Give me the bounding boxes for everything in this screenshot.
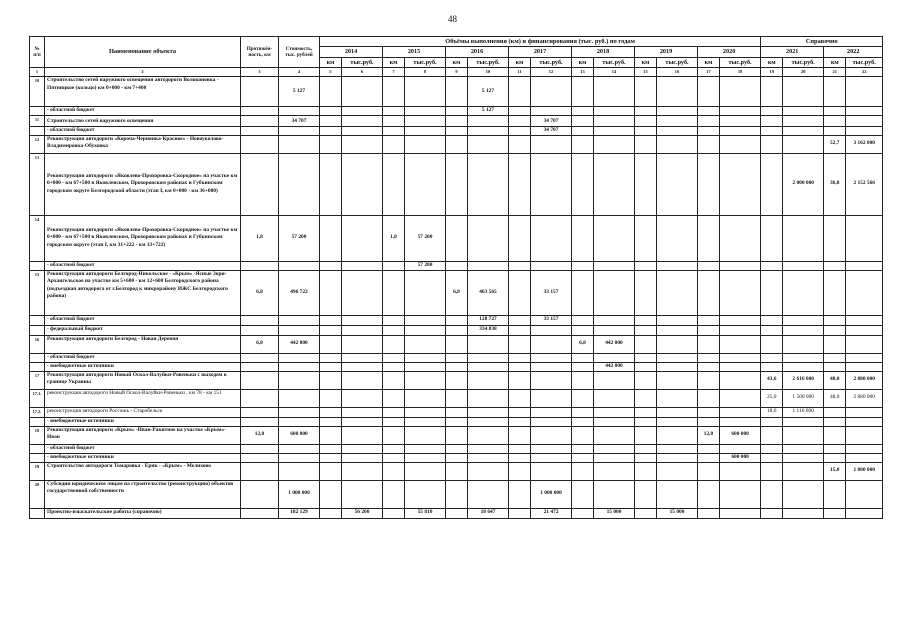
table-row (30, 315, 883, 325)
object-name: - федеральный бюджет (45, 325, 241, 335)
value-2021-rub: 2 616 000 (783, 371, 824, 389)
value-2022-rub: 2 152 566 (846, 153, 883, 215)
value-2020-rub: 600 000 (720, 426, 761, 444)
value-2020-rub: 600 000 (720, 453, 761, 462)
value-2016-rub: 5 127 (468, 107, 509, 116)
header-year-2022: 2022 (824, 47, 883, 58)
object-name: Реконструкция автодороги Белгород - Новая Деревня (45, 335, 241, 353)
table-row (30, 107, 883, 116)
header-year-2016: 2016 (446, 47, 509, 58)
object-length: 6,8 (241, 270, 279, 315)
col-number: 7 (383, 68, 405, 77)
table-row (30, 115, 883, 126)
value-2017-rub: 34 707 (531, 126, 572, 135)
table-row (30, 362, 883, 371)
value-2015-rub: 57 200 (405, 261, 446, 270)
value-2018-rub: 442 000 (594, 335, 635, 353)
header-km-2019: км (635, 58, 657, 68)
col-number: 11 (509, 68, 531, 77)
row-number: 17.2. (30, 407, 45, 417)
header-num: № п/п (30, 37, 45, 68)
table-row (30, 77, 883, 107)
value-2021-km: 18,6 (761, 407, 783, 417)
object-length: 12,0 (241, 426, 279, 444)
header-km-2022: км (824, 58, 846, 68)
table-row (30, 270, 883, 315)
value-2016-km: 6,8 (446, 270, 468, 315)
table-row (30, 508, 883, 518)
value-2022-km: 15,0 (824, 462, 846, 480)
value-2015-km: 1,8 (383, 215, 405, 261)
objects-table (29, 36, 883, 519)
value-2022-rub: 2 880 000 (846, 371, 883, 389)
header-year-2020: 2020 (698, 47, 761, 58)
table-row (30, 371, 883, 389)
col-number: 9 (446, 68, 468, 77)
object-name: Реконструкция автодороги Новый Оскол-Валуйки-Ровеньки с выходом к границе Украины (45, 371, 241, 389)
value-2016-rub: 463 565 (468, 270, 509, 315)
col-number: 4 (279, 68, 320, 77)
object-name: Реконструкция автодороги «Яковлево-Прохоровка-Скородное» на участке км 0+000 - км 67+500 в Яковлевском, Прохоровском районах и Губкинском городском округе Белгородской области (этап I, км 0+000 - км 36+800) (45, 153, 241, 215)
table-row (30, 426, 883, 444)
value-2021-rub: 2 000 000 (783, 153, 824, 215)
object-name: Строительство автодороги Томаровка - Ерик - «Крым» - Мелихово (45, 462, 241, 480)
header-year-2021: 2021 (761, 47, 824, 58)
col-number: 19 (761, 68, 783, 77)
object-name: Реконструкция автодороги Белгород-Никольское - «Крым» -Ясные Зори-Архангельское на участке км 5+600 - км 12+600 Белгородского района (подъездная автодорога от г.Белгород к микрорайону ИЖС Белгородского района) (45, 270, 241, 315)
col-number: 1 (30, 68, 45, 77)
object-name: - областной бюджет (45, 444, 241, 453)
row-number: 17.1. (30, 389, 45, 407)
row-number: 16 (30, 335, 45, 353)
page-number: 48 (448, 14, 457, 24)
object-name: - внебюджетные источники (45, 362, 241, 371)
header-rub-2022: тыс.руб. (846, 58, 883, 68)
col-number: 14 (594, 68, 635, 77)
table-row (30, 335, 883, 353)
value-2017-rub: 1 000 000 (531, 480, 572, 508)
value-2016-rub: 334 838 (468, 325, 509, 335)
col-number: 16 (657, 68, 698, 77)
object-name: - областной бюджет (45, 315, 241, 325)
object-name: - областной бюджет (45, 107, 241, 116)
object-name: Реконструкция автодороги «Яковлево-Прохоровка-Скородное» на участке км 0+000 - км 67+500 в Яковлевском, Прохоровском районах и Губкинском городском округе (этап I, км 31+222 - км 33+722) (45, 215, 241, 261)
header-km-2018: км (572, 58, 594, 68)
object-name: Проектно-изыскательские работы (справочно) (45, 508, 241, 518)
col-number: 13 (572, 68, 594, 77)
object-length: 1,8 (241, 215, 279, 261)
object-cost: 442 000 (279, 335, 320, 353)
table-row (30, 407, 883, 417)
value-2021-km: 25,0 (761, 389, 783, 407)
object-name: - областной бюджет (45, 261, 241, 270)
value-2021-km: 43,6 (761, 371, 783, 389)
col-number: 2 (45, 68, 241, 77)
col-number: 21 (824, 68, 846, 77)
header-year-2018: 2018 (572, 47, 635, 58)
object-cost: 600 000 (279, 426, 320, 444)
value-2018-km: 6,8 (572, 335, 594, 353)
table-row (30, 215, 883, 261)
row-number: 12 (30, 135, 45, 153)
col-number: 17 (698, 68, 720, 77)
table-row (30, 444, 883, 453)
header-rub-2020: тыс.руб. (720, 58, 761, 68)
value-2019-rub: 15 000 (657, 508, 698, 518)
row-number: 20 (30, 480, 45, 508)
header-rub-2021: тыс.руб. (783, 58, 824, 68)
header-rub-2016: тыс.руб. (468, 58, 509, 68)
value-2015-rub: 55 810 (405, 508, 446, 518)
header-km-2016: км (446, 58, 468, 68)
object-cost: 1 000 000 (279, 480, 320, 508)
header-year-2017: 2017 (509, 47, 572, 58)
row-number: 11 (30, 115, 45, 126)
object-name: Субсидии юридическим лицам на строительство (реконструкцию) объектов государственной собственности (45, 480, 241, 508)
object-name: - внебюджетные источники (45, 417, 241, 426)
value-2022-rub: 2 880 000 (846, 389, 883, 407)
col-number: 12 (531, 68, 572, 77)
header-km-2021: км (761, 58, 783, 68)
table-row (30, 135, 883, 153)
row-number: 10 (30, 77, 45, 107)
table-row (30, 325, 883, 335)
table-row (30, 417, 883, 426)
col-number: 20 (783, 68, 824, 77)
value-2017-rub: 33 157 (531, 270, 572, 315)
row-number: 13 (30, 153, 45, 215)
col-number: 3 (241, 68, 279, 77)
row-number: 18 (30, 426, 45, 444)
col-number: 5 (320, 68, 342, 77)
header-volumes: Объёмы выполнения (км) и финансирования (тыс. руб.) по годам (320, 37, 761, 47)
row-number: 19 (30, 462, 45, 480)
value-2017-rub: 34 707 (531, 115, 572, 126)
table-row (30, 353, 883, 362)
object-name: реконструкция автодороги Новый Оскол-Валуйки-Ровеньки , км 78 - км 151 (45, 389, 241, 407)
col-number: 18 (720, 68, 761, 77)
row-number: 14 (30, 215, 45, 261)
header-reference: Справочно (761, 37, 883, 47)
value-2017-rub: 21 472 (531, 508, 572, 518)
header-rub-2015: тыс.руб. (405, 58, 446, 68)
object-name: Строительство сетей наружного освещения (45, 115, 241, 126)
header-year-2019: 2019 (635, 47, 698, 58)
row-number: 17 (30, 371, 45, 389)
object-name: - внебюджетные источники (45, 453, 241, 462)
header-rub-2014: тыс.руб. (342, 58, 383, 68)
value-2022-km: 52,7 (824, 135, 846, 153)
header-km-2020: км (698, 58, 720, 68)
table-row (30, 126, 883, 135)
header-length: Протяжён-ность, км (241, 37, 279, 68)
value-2016-rub: 128 727 (468, 315, 509, 325)
object-name: Строительство сетей наружного освещения автодороги Волоконовка - Пятницкое (кольцо) км 0+000 - км 7+400 (45, 77, 241, 107)
header-year-2015: 2015 (383, 47, 446, 58)
object-cost: 496 722 (279, 270, 320, 315)
table-row (30, 153, 883, 215)
header-name: Наименование объекта (45, 37, 241, 68)
object-cost: 5 127 (279, 77, 320, 107)
object-name: Реконструкция автодороги «Крым» -Иван-Ракитное на участке «Крым»-Иван (45, 426, 241, 444)
header-year-2014: 2014 (320, 47, 383, 58)
value-2018-rub: 15 000 (594, 508, 635, 518)
table-row (30, 462, 883, 480)
col-number: 10 (468, 68, 509, 77)
value-2022-km: 36,8 (824, 153, 846, 215)
table-row (30, 453, 883, 462)
object-name: - областной бюджет (45, 353, 241, 362)
value-2020-km: 12,0 (698, 426, 720, 444)
header-km-2014: км (320, 58, 342, 68)
header-km-2015: км (383, 58, 405, 68)
col-number: 8 (405, 68, 446, 77)
table-row (30, 480, 883, 508)
value-2018-rub: 442 000 (594, 362, 635, 371)
object-length: 6,8 (241, 335, 279, 353)
value-2015-rub: 57 200 (405, 215, 446, 261)
object-cost: 182 129 (279, 508, 320, 518)
value-2022-km: 48,0 (824, 371, 846, 389)
value-2014-rub: 56 200 (342, 508, 383, 518)
row-number: 15 (30, 270, 45, 315)
header-km-2017: км (509, 58, 531, 68)
value-2016-rub: 5 127 (468, 77, 509, 107)
header-cost: Стоимость, тыс. рублей (279, 37, 320, 68)
header-rub-2017: тыс.руб. (531, 58, 572, 68)
value-2022-rub: 1 800 000 (846, 462, 883, 480)
object-name: Реконструкция автодороги «Короча-Чернянка-Красное» - Новоуколово-Владимировка-Обуховка (45, 135, 241, 153)
value-2021-rub: 1 500 000 (783, 389, 824, 407)
value-2016-rub: 18 647 (468, 508, 509, 518)
col-number: 6 (342, 68, 383, 77)
object-cost: 57 200 (279, 215, 320, 261)
object-name: - областной бюджет (45, 126, 241, 135)
value-2021-rub: 1 116 000 (783, 407, 824, 417)
header-rub-2018: тыс.руб. (594, 58, 635, 68)
header-rub-2019: тыс.руб. (657, 58, 698, 68)
object-name: реконструкция автодороги Россошь - Старобельск (45, 407, 241, 417)
object-cost: 34 707 (279, 115, 320, 126)
table-row (30, 389, 883, 407)
value-2022-rub: 3 162 000 (846, 135, 883, 153)
col-number: 15 (635, 68, 657, 77)
value-2017-rub: 33 157 (531, 315, 572, 325)
value-2022-km: 48,0 (824, 389, 846, 407)
col-number: 22 (846, 68, 883, 77)
table-row (30, 261, 883, 270)
